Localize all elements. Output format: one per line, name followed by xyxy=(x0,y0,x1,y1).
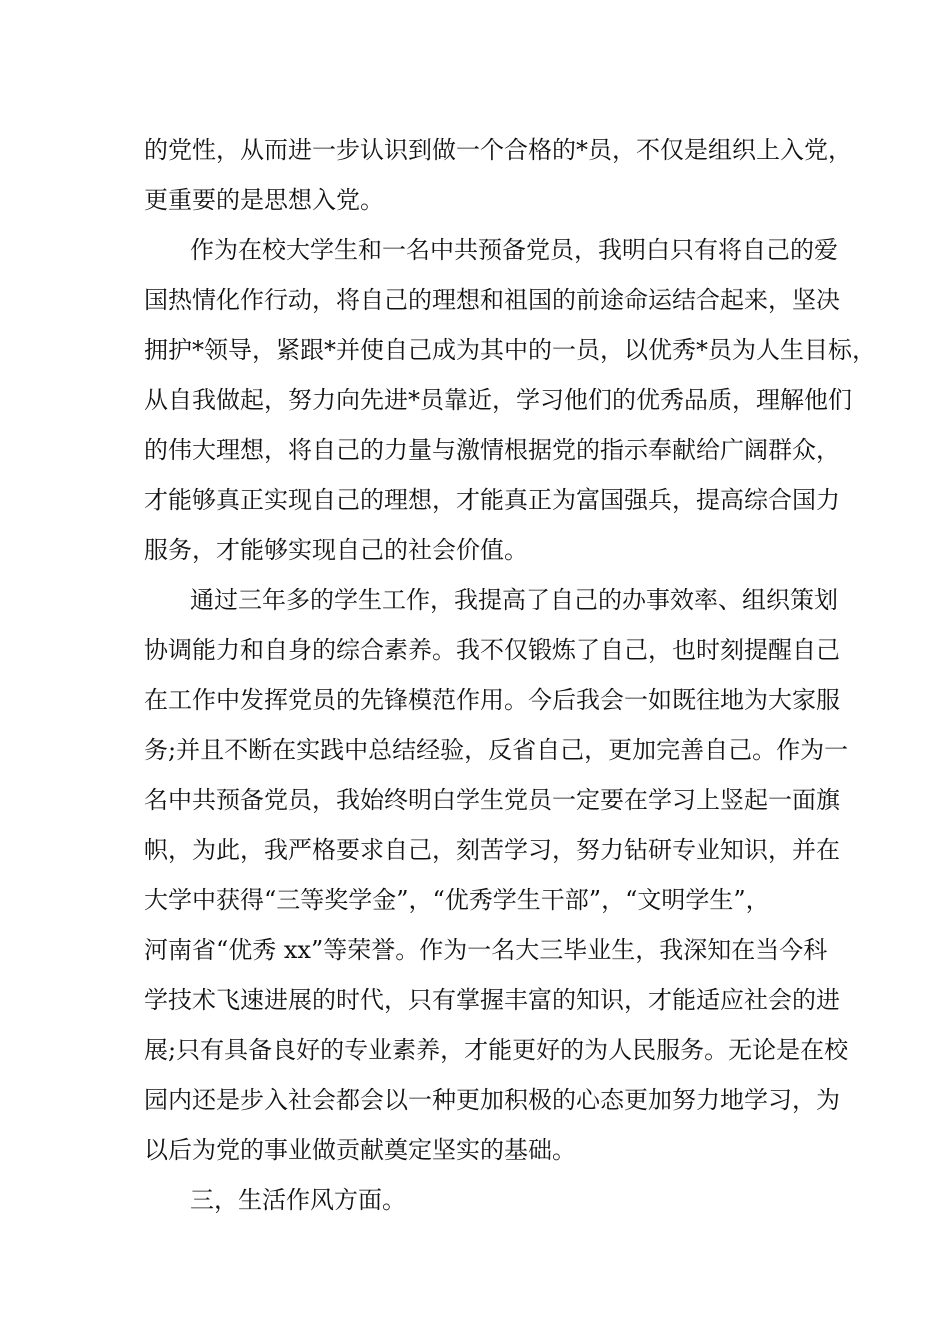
paragraph-3-line-9: 学技术飞速进展的时代，只有掌握丰富的知识，才能适应社会的进 xyxy=(144,986,840,1014)
paragraph-2-line-3: 拥护*领导，紧跟*并使自己成为其中的一员，以优秀*员为人生目标， xyxy=(144,336,876,364)
paragraph-2-line-5: 的伟大理想，将自己的力量与激情根据党的指示奉献给广阔群众， xyxy=(144,436,840,464)
paragraph-3-line-11: 园内还是步入社会都会以一种更加积极的心态更加努力地学习，为 xyxy=(144,1086,840,1114)
paragraph-3-line-7: 大学中获得“三等奖学金”，“优秀学生干部”，“文明学生”， xyxy=(144,886,770,914)
paragraph-3-line-3: 在工作中发挥党员的先锋模范作用。今后我会一如既往地为大家服 xyxy=(144,686,840,714)
paragraph-2-line-1: 作为在校大学生和一名中共预备党员，我明白只有将自己的爱 xyxy=(190,236,838,264)
paragraph-2-line-6: 才能够真正实现自己的理想，才能真正为富国强兵，提高综合国力 xyxy=(144,486,840,514)
paragraph-3-line-12: 以后为党的事业做贡献奠定坚实的基础。 xyxy=(144,1136,576,1164)
paragraph-3-line-6: 帜，为此，我严格要求自己，刻苦学习，努力钻研专业知识，并在 xyxy=(144,836,840,864)
paragraph-3-line-5: 名中共预备党员，我始终明白学生党员一定要在学习上竖起一面旗 xyxy=(144,786,840,814)
paragraph-1-line-1: 的党性，从而进一步认识到做一个合格的*员，不仅是组织上入党， xyxy=(144,136,852,164)
paragraph-3-line-8: 河南省“优秀 xx”等荣誉。作为一名大三毕业生，我深知在当今科 xyxy=(144,936,828,964)
paragraph-3-line-4: 务;并且不断在实践中总结经验，反省自己，更加完善自己。作为一 xyxy=(144,736,849,764)
paragraph-2-line-4: 从自我做起，努力向先进*员靠近，学习他们的优秀品质，理解他们 xyxy=(144,386,852,414)
paragraph-3-line-2: 协调能力和自身的综合素养。我不仅锻炼了自己，也时刻提醒自己 xyxy=(144,636,840,664)
paragraph-3-line-1: 通过三年多的学生工作，我提高了自己的办事效率、组织策划 xyxy=(190,586,838,614)
paragraph-3-line-10: 展;只有具备良好的专业素养，才能更好的为人民服务。无论是在校 xyxy=(144,1036,849,1064)
section-heading-lifestyle: 三，生活作风方面。 xyxy=(190,1186,406,1214)
paragraph-2-line-2: 国热情化作行动，将自己的理想和祖国的前途命运结合起来，坚决 xyxy=(144,286,840,314)
paragraph-2-line-7: 服务，才能够实现自己的社会价值。 xyxy=(144,536,528,564)
paragraph-1-line-2: 更重要的是思想入党。 xyxy=(144,186,384,214)
